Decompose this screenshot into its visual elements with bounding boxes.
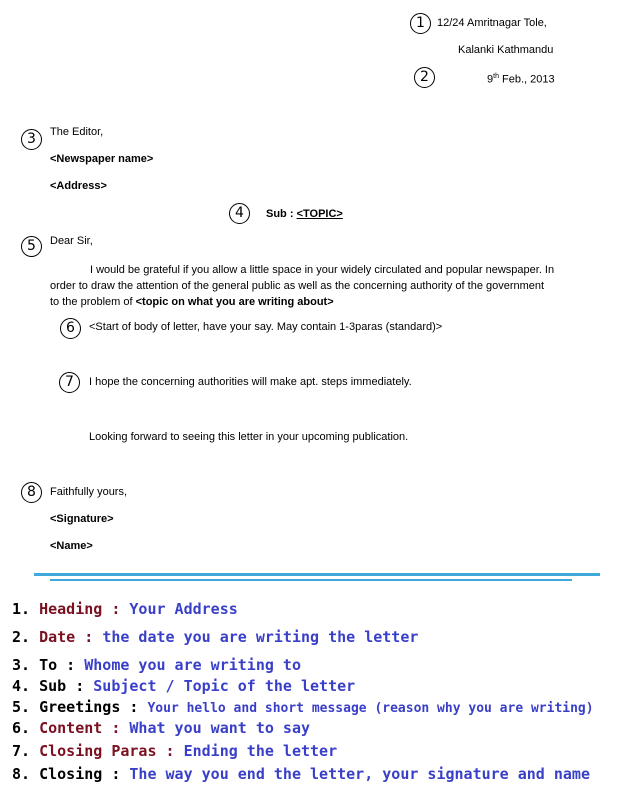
legend-desc: Your hello and short message (reason why you are writing) (147, 701, 594, 716)
legend-num: 8. (12, 765, 31, 783)
legend-num: 3. (12, 656, 31, 674)
legend-term: Content : (39, 719, 130, 737)
legend-num: 1. (12, 600, 31, 618)
recipient-address: <Address> (50, 180, 107, 192)
divider-top (34, 573, 600, 576)
subject-prefix: Sub : (266, 208, 297, 220)
legend-num: 5. (12, 698, 31, 716)
intro-text: I would be grateful if you allow a little space in your widely circulated and popular newspaper. In order to draw the attention of the general public as well as the concerning authority of the government to the problem of (50, 264, 555, 308)
legend-desc: Whome you are writing to (84, 656, 301, 674)
legend-desc: Your Address (129, 600, 238, 618)
closing-paragraph-2: Looking forward to seeing this letter in your upcoming publication. (89, 431, 409, 443)
legend-term: To : (39, 656, 85, 674)
legend-item-heading (12, 600, 238, 618)
legend-item-greetings (12, 698, 594, 718)
letter-date (487, 70, 555, 87)
legend-num: 4. (12, 677, 31, 695)
date-rest: Feb., 2013 (498, 73, 555, 86)
legend-desc: Ending the letter (183, 742, 338, 760)
legend-desc: the date you are writing the letter (102, 628, 419, 646)
greeting: Dear Sir, (50, 235, 93, 247)
address-line-1: 12/24 Amritnagar Tole, (437, 17, 547, 29)
legend-item-content (12, 719, 310, 737)
marker-7: 7 (59, 372, 80, 393)
legend-item-to (12, 656, 301, 674)
legend-item-date (12, 628, 418, 646)
marker-2: 2 (414, 67, 435, 88)
divider-bottom (50, 579, 572, 581)
legend-desc: Subject / Topic of the letter (93, 677, 356, 695)
legend-item-closing-paras (12, 742, 337, 760)
legend-item-sub (12, 677, 355, 695)
subject-line (266, 207, 343, 221)
intro-paragraph (50, 262, 555, 310)
intro-topic: <topic on what you are writing about> (135, 296, 334, 308)
legend-term: Date : (39, 628, 103, 646)
closing-paragraph-1: I hope the concerning authorities will make apt. steps immediately. (89, 376, 412, 388)
marker-3: 3 (21, 129, 42, 150)
body-paragraph: <Start of body of letter, have your say. May contain 1-3paras (standard)> (89, 321, 443, 333)
legend-term: Heading : (39, 600, 130, 618)
sender-name: <Name> (50, 540, 93, 552)
marker-5: 5 (21, 236, 42, 257)
marker-6: 6 (60, 318, 81, 339)
legend-term: Closing Paras : (39, 742, 184, 760)
date-day: 9 (487, 73, 494, 86)
legend-item-closing (12, 765, 590, 783)
legend-term: Greetings : (39, 698, 148, 716)
legend-num: 7. (12, 742, 31, 760)
subject-topic: <TOPIC> (296, 208, 343, 220)
legend-term: Closing : (39, 765, 130, 783)
legend-desc: The way you end the letter, your signature and name (129, 765, 590, 783)
newspaper-name: <Newspaper name> (50, 153, 154, 165)
signature: <Signature> (50, 513, 114, 525)
address-line-2: Kalanki Kathmandu (458, 44, 554, 56)
sign-off: Faithfully yours, (50, 486, 128, 498)
legend-term: Sub : (39, 677, 94, 695)
date-suffix: th (493, 73, 499, 80)
marker-4: 4 (229, 203, 250, 224)
legend-num: 2. (12, 628, 31, 646)
legend-desc: What you want to say (129, 719, 311, 737)
marker-8: 8 (21, 482, 42, 503)
recipient: The Editor, (50, 126, 104, 138)
marker-1: 1 (410, 13, 431, 34)
legend-num: 6. (12, 719, 31, 737)
